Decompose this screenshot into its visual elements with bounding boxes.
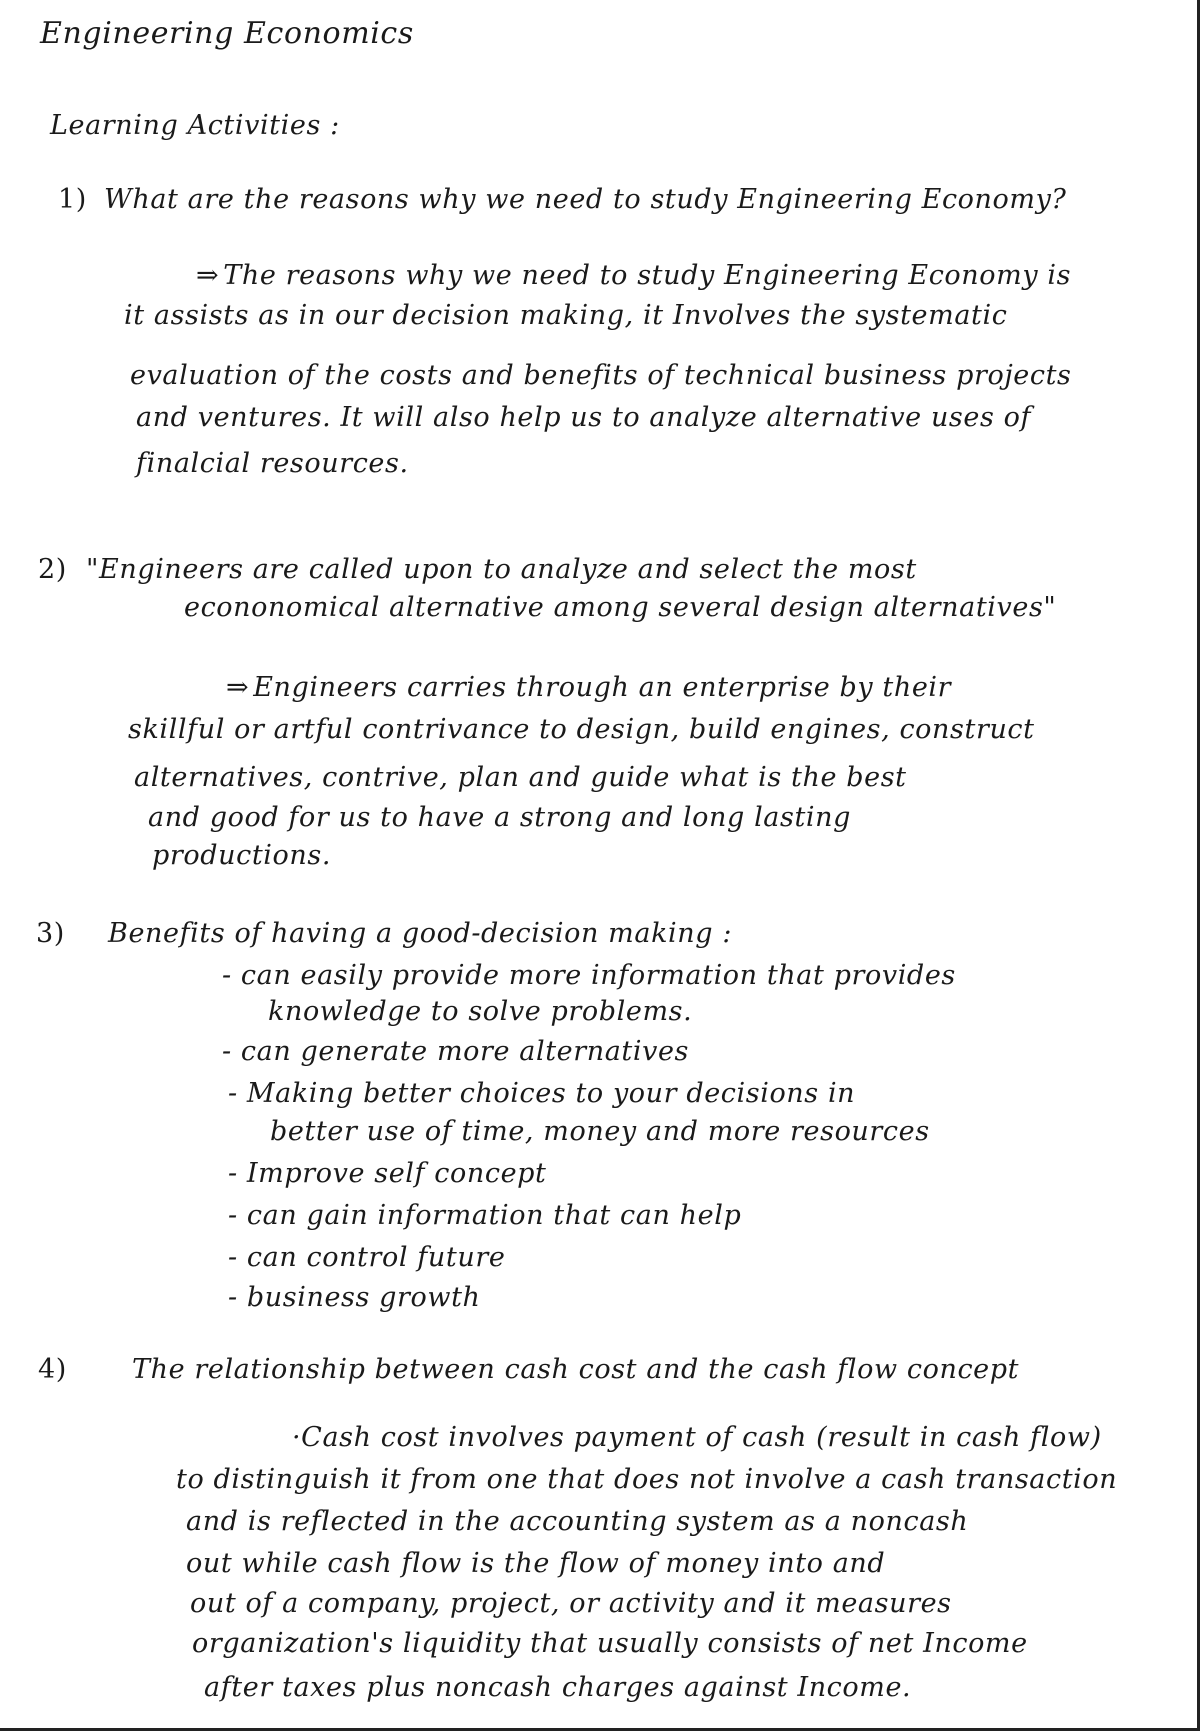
answer-2-line-5: productions. (152, 840, 332, 871)
answer-4-line-6: organization's liquidity that usually consists of net Income (192, 1628, 1028, 1659)
question-1-number: 1) (58, 184, 87, 215)
bullet-line-8: - can control future (228, 1242, 506, 1273)
section-heading: Learning Activities : (50, 110, 340, 141)
answer-2-line-3: alternatives, contrive, plan and guide what is the best (134, 762, 907, 793)
bullet-line-2: knowledge to solve problems. (268, 996, 693, 1027)
answer-2-line-1: ⇒ Engineers carries through an enterprise by their (226, 672, 952, 703)
question-4-number: 4) (38, 1354, 67, 1385)
bullet-line-6: - Improve self concept (228, 1158, 547, 1189)
question-3-prompt: Benefits of having a good-decision making : (108, 918, 733, 949)
page-title: Engineering Economics (40, 16, 414, 51)
bullet-line-9: - business growth (228, 1282, 481, 1313)
question-2-prompt-line-1: "Engineers are called upon to analyze and select the most (86, 554, 917, 585)
answer-1-line-2: it assists as in our decision making, it Involves the systematic (124, 300, 1008, 331)
answer-4-line-1: ·Cash cost involves payment of cash (result in cash flow) (292, 1422, 1102, 1453)
answer-1-line-4: and ventures. It will also help us to analyze alternative uses of (136, 402, 1032, 433)
answer-2-line-4: and good for us to have a strong and long lasting (148, 802, 852, 833)
answer-4-line-3: and is reflected in the accounting system as a noncash (186, 1506, 969, 1537)
bullet-line-5: better use of time, money and more resources (270, 1116, 930, 1147)
question-4-prompt: The relationship between cash cost and the cash flow concept (132, 1354, 1020, 1385)
answer-1-line-1: ⇒ The reasons why we need to study Engineering Economy is (196, 260, 1072, 291)
question-2-number: 2) (38, 554, 67, 585)
bullet-line-1: - can easily provide more information that provides (222, 960, 956, 991)
answer-4-line-5: out of a company, project, or activity and it measures (190, 1588, 952, 1619)
answer-2-line-2: skillful or artful contrivance to design, build engines, construct (128, 714, 1035, 745)
answer-4-line-4: out while cash flow is the flow of money into and (186, 1548, 886, 1579)
bullet-line-3: - can generate more alternatives (222, 1036, 689, 1067)
question-1-prompt: What are the reasons why we need to study Engineering Economy? (104, 184, 1067, 215)
arrow-icon: ⇒ (226, 672, 250, 703)
answer-1-line-3: evaluation of the costs and benefits of technical business projects (130, 360, 1072, 391)
bullet-line-7: - can gain information that can help (228, 1200, 742, 1231)
answer-1-line-5: finalcial resources. (136, 448, 409, 479)
bullet-line-4: - Making better choices to your decisions in (228, 1078, 856, 1109)
answer-4-line-2: to distinguish it from one that does not involve a cash transaction (176, 1464, 1118, 1495)
arrow-icon: ⇒ (196, 260, 220, 291)
question-2-prompt-line-2: econonomical alternative among several design alternatives" (184, 592, 1057, 623)
answer-4-line-7: after taxes plus noncash charges against Income. (204, 1672, 912, 1703)
question-3-number: 3) (36, 918, 65, 949)
